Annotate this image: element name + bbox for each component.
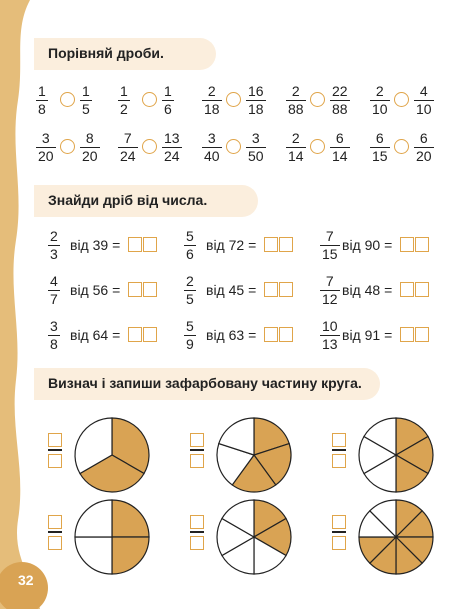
fraction-circle — [356, 497, 436, 577]
compare-circle[interactable] — [60, 92, 75, 107]
fraction-right — [414, 131, 434, 164]
fraction-of-number-text: від 90 = — [342, 237, 393, 253]
compare-circle[interactable] — [142, 92, 157, 107]
fraction-left — [202, 131, 222, 164]
denominator-box[interactable] — [332, 536, 346, 550]
fraction-left — [202, 84, 222, 117]
numerator: 6 — [375, 130, 384, 146]
answer-field[interactable] — [264, 327, 294, 342]
fraction-bar — [48, 449, 62, 451]
denominator: 88 — [288, 101, 304, 117]
numerator: 2 — [291, 83, 300, 99]
numerator: 2 — [375, 83, 384, 99]
fraction-right — [162, 131, 182, 164]
answer-cell[interactable] — [143, 282, 157, 297]
given-fraction — [48, 319, 60, 352]
answer-cell[interactable] — [143, 237, 157, 252]
numerator: 16 — [248, 83, 264, 99]
fraction-of-number-text: від 48 = — [342, 282, 393, 298]
given-fraction — [184, 229, 196, 262]
denominator: 14 — [332, 148, 348, 164]
compare-circle[interactable] — [142, 139, 157, 154]
given-fraction — [320, 274, 340, 307]
numerator-box[interactable] — [332, 433, 346, 447]
numerator: 2 — [186, 273, 194, 289]
denominator: 5 — [186, 291, 194, 307]
given-fraction — [48, 274, 60, 307]
fraction-right — [414, 84, 434, 117]
numerator: 6 — [335, 130, 344, 146]
compare-circle[interactable] — [310, 92, 325, 107]
compare-circle[interactable] — [310, 139, 325, 154]
answer-field[interactable] — [400, 237, 430, 252]
task3-banner — [34, 368, 380, 400]
fraction-bar — [332, 531, 346, 533]
answer-field[interactable] — [128, 282, 158, 297]
answer-cell[interactable] — [400, 237, 414, 252]
fraction-circle — [356, 415, 436, 495]
task2-title: Знайди дріб від числа. — [48, 192, 208, 208]
compare-circle[interactable] — [60, 139, 75, 154]
denominator: 2 — [120, 101, 128, 117]
answer-cell[interactable] — [279, 327, 293, 342]
answer-cell[interactable] — [400, 282, 414, 297]
numerator-box[interactable] — [48, 433, 62, 447]
numerator: 13 — [164, 130, 180, 146]
answer-cell[interactable] — [143, 327, 157, 342]
denominator: 6 — [186, 246, 194, 262]
fraction-bar — [48, 531, 62, 533]
numerator: 7 — [325, 273, 334, 289]
denominator: 88 — [332, 101, 348, 117]
denominator: 9 — [186, 336, 194, 352]
answer-cell[interactable] — [128, 237, 142, 252]
numerator: 3 — [41, 130, 50, 146]
fraction-of-number-text: від 39 = — [70, 237, 121, 253]
fraction-left — [370, 84, 390, 117]
fraction-right — [162, 84, 174, 117]
fraction-of-number-text: від 72 = — [206, 237, 257, 253]
answer-cell[interactable] — [400, 327, 414, 342]
numerator: 2 — [50, 228, 58, 244]
fraction-left — [118, 131, 138, 164]
given-fraction — [48, 229, 60, 262]
fraction-of-number-text: від 63 = — [206, 327, 257, 343]
numerator: 3 — [207, 130, 216, 146]
numerator: 3 — [251, 130, 260, 146]
numerator: 1 — [120, 83, 128, 99]
answer-cell[interactable] — [279, 282, 293, 297]
denominator: 6 — [164, 101, 172, 117]
numerator: 3 — [50, 318, 58, 334]
denominator: 24 — [120, 148, 136, 164]
denominator: 40 — [204, 148, 220, 164]
denominator: 10 — [416, 101, 432, 117]
fraction-bar — [190, 449, 204, 451]
numerator: 1 — [38, 83, 46, 99]
fraction-left — [36, 84, 48, 117]
denominator: 8 — [38, 101, 46, 117]
answer-cell[interactable] — [264, 237, 278, 252]
answer-cell[interactable] — [264, 327, 278, 342]
denominator: 15 — [322, 246, 338, 262]
denominator: 12 — [322, 291, 338, 307]
task1-banner — [34, 38, 216, 70]
denominator: 50 — [248, 148, 264, 164]
compare-circle[interactable] — [226, 139, 241, 154]
denominator: 15 — [372, 148, 388, 164]
given-fraction — [320, 319, 340, 352]
fraction-right — [330, 131, 350, 164]
answer-cell[interactable] — [279, 237, 293, 252]
answer-field[interactable] — [128, 237, 158, 252]
numerator-box[interactable] — [190, 515, 204, 529]
numerator: 4 — [50, 273, 58, 289]
denominator: 20 — [82, 148, 98, 164]
fraction-bar — [332, 449, 346, 451]
answer-cell[interactable] — [264, 282, 278, 297]
denominator: 8 — [50, 336, 58, 352]
denominator: 7 — [50, 291, 58, 307]
numerator: 22 — [332, 83, 348, 99]
numerator: 1 — [164, 83, 172, 99]
fraction-bar — [190, 531, 204, 533]
fraction-left — [36, 131, 56, 164]
fraction-right — [246, 131, 266, 164]
fraction-right — [80, 131, 100, 164]
numerator: 4 — [419, 83, 428, 99]
fraction-right — [330, 84, 350, 117]
denominator: 5 — [82, 101, 90, 117]
answer-cell[interactable] — [415, 282, 429, 297]
shaded-sector — [112, 537, 149, 574]
denominator-box[interactable] — [332, 454, 346, 468]
fraction-left — [118, 84, 130, 117]
numerator: 2 — [291, 130, 300, 146]
fraction-of-number-text: від 45 = — [206, 282, 257, 298]
task2-banner — [34, 185, 258, 217]
compare-circle[interactable] — [226, 92, 241, 107]
numerator: 6 — [419, 130, 428, 146]
numerator: 5 — [186, 228, 194, 244]
numerator: 1 — [82, 83, 90, 99]
page-number: 32 — [18, 572, 34, 588]
fraction-circle — [72, 497, 152, 577]
given-fraction — [184, 319, 196, 352]
denominator-box[interactable] — [48, 454, 62, 468]
denominator: 18 — [204, 101, 220, 117]
answer-field[interactable] — [264, 282, 294, 297]
numerator-box[interactable] — [332, 515, 346, 529]
numerator-box[interactable] — [190, 433, 204, 447]
denominator: 3 — [50, 246, 58, 262]
fraction-left — [286, 84, 306, 117]
numerator: 7 — [123, 130, 132, 146]
numerator-box[interactable] — [48, 515, 62, 529]
numerator: 2 — [207, 83, 216, 99]
answer-field[interactable] — [400, 282, 430, 297]
fraction-of-number-text: від 91 = — [342, 327, 393, 343]
denominator: 24 — [164, 148, 180, 164]
numerator: 10 — [322, 318, 338, 334]
denominator: 20 — [416, 148, 432, 164]
denominator: 13 — [322, 336, 338, 352]
numerator: 8 — [85, 130, 94, 146]
answer-cell[interactable] — [128, 282, 142, 297]
numerator: 7 — [325, 228, 334, 244]
fraction-circle — [72, 415, 152, 495]
fraction-of-number-text: від 56 = — [70, 282, 121, 298]
task1-title: Порівняй дроби. — [48, 45, 164, 61]
denominator-box[interactable] — [190, 536, 204, 550]
fraction-circle — [214, 497, 294, 577]
empty-sector — [75, 500, 112, 537]
fraction-right — [246, 84, 266, 117]
empty-sector — [75, 537, 112, 574]
answer-field[interactable] — [128, 327, 158, 342]
denominator-box[interactable] — [190, 454, 204, 468]
given-fraction — [320, 229, 340, 262]
fraction-of-number-text: від 64 = — [70, 327, 121, 343]
answer-cell[interactable] — [415, 327, 429, 342]
fraction-right — [80, 84, 92, 117]
answer-cell[interactable] — [415, 237, 429, 252]
numerator: 5 — [186, 318, 194, 334]
fraction-left — [370, 131, 390, 164]
denominator-box[interactable] — [48, 536, 62, 550]
fraction-circle — [214, 415, 294, 495]
shaded-sector — [112, 500, 149, 537]
denominator: 14 — [288, 148, 304, 164]
denominator: 10 — [372, 101, 388, 117]
denominator: 18 — [248, 101, 264, 117]
task3-title: Визнач і запиши зафарбовану частину круга. — [48, 375, 362, 391]
answer-field[interactable] — [400, 327, 430, 342]
given-fraction — [184, 274, 196, 307]
answer-cell[interactable] — [128, 327, 142, 342]
compare-circle[interactable] — [394, 139, 409, 154]
denominator: 20 — [38, 148, 54, 164]
fraction-left — [286, 131, 306, 164]
compare-circle[interactable] — [394, 92, 409, 107]
answer-field[interactable] — [264, 237, 294, 252]
